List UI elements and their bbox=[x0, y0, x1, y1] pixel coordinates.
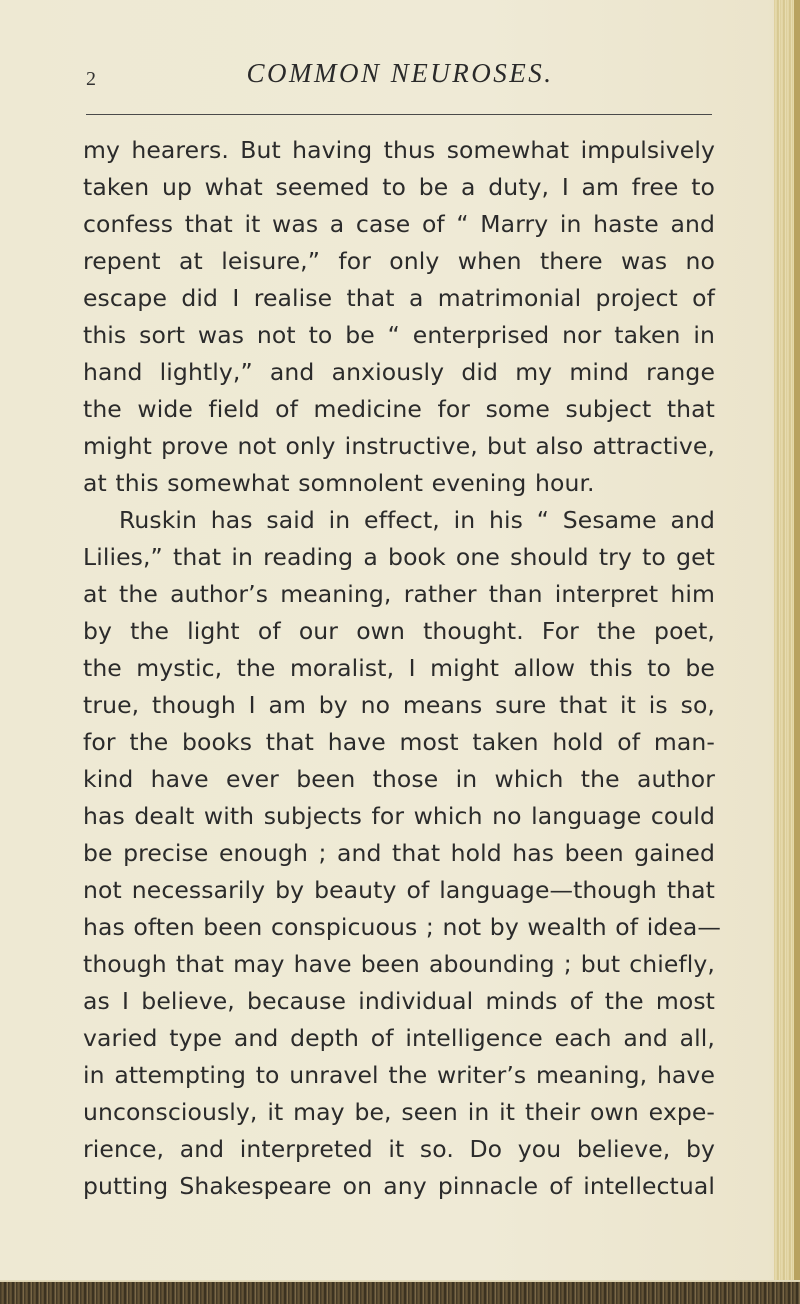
text-line: kind have ever been those in which the author bbox=[83, 765, 715, 793]
text-line: this sort was not to be “ enterprised nor taken in bbox=[83, 321, 715, 349]
text-line: escape did I realise that a matrimonial project of bbox=[83, 284, 715, 312]
text-line: hand lightly,” and anxiously did my mind range bbox=[83, 358, 715, 386]
text-line: at the author’s meaning, rather than interpret him bbox=[83, 580, 715, 608]
bottom-page-edge bbox=[0, 1282, 800, 1304]
text-line: Ruskin has said in effect, in his “ Sesame and bbox=[119, 506, 715, 534]
header-rule bbox=[86, 114, 712, 115]
text-line: in attempting to unravel the writer’s meaning, have bbox=[83, 1061, 715, 1089]
running-head: COMMON NEUROSES. bbox=[246, 58, 554, 88]
text-line: unconsciously, it may be, seen in it their own expe- bbox=[83, 1098, 715, 1126]
text-line: varied type and depth of intelligence each and all, bbox=[83, 1024, 715, 1052]
text-line: putting Shakespeare on any pinnacle of intellectual bbox=[83, 1172, 715, 1200]
text-line: not necessarily by beauty of language—though that bbox=[83, 876, 715, 904]
text-line: confess that it was a case of “ Marry in haste and bbox=[83, 210, 715, 238]
text-line: my hearers. But having thus somewhat impulsively bbox=[83, 136, 715, 164]
body-text bbox=[83, 132, 722, 1205]
text-line: taken up what seemed to be a duty, I am free to bbox=[83, 173, 715, 201]
page-header bbox=[80, 58, 720, 98]
text-line: true, though I am by no means sure that it is so, bbox=[83, 691, 715, 719]
text-line: has often been conspicuous ; not by wealth of idea— bbox=[83, 913, 722, 941]
text-line: as I believe, because individual minds of the most bbox=[83, 987, 715, 1015]
text-line: the wide field of medicine for some subject that bbox=[83, 395, 715, 423]
text-line: might prove not only instructive, but also attractive, bbox=[83, 432, 715, 460]
text-line: though that may have been abounding ; but chiefly, bbox=[83, 950, 715, 978]
text-line: by the light of our own thought. For the poet, bbox=[83, 617, 715, 645]
page-binding-shadow bbox=[794, 0, 800, 1304]
text-line: Lilies,” that in reading a book one should try to get bbox=[83, 543, 715, 571]
text-line: be precise enough ; and that hold has been gained bbox=[83, 839, 715, 867]
text-line: repent at leisure,” for only when there was no bbox=[83, 247, 715, 275]
page-number: 2 bbox=[86, 68, 96, 90]
text-line: rience, and interpreted it so. Do you believe, by bbox=[83, 1135, 715, 1163]
text-line: at this somewhat somnolent evening hour. bbox=[83, 469, 595, 497]
text-line: has dealt with subjects for which no language could bbox=[83, 802, 715, 830]
text-line: the mystic, the moralist, I might allow this to be bbox=[83, 654, 715, 682]
text-line: for the books that have most taken hold of man- bbox=[83, 728, 715, 756]
